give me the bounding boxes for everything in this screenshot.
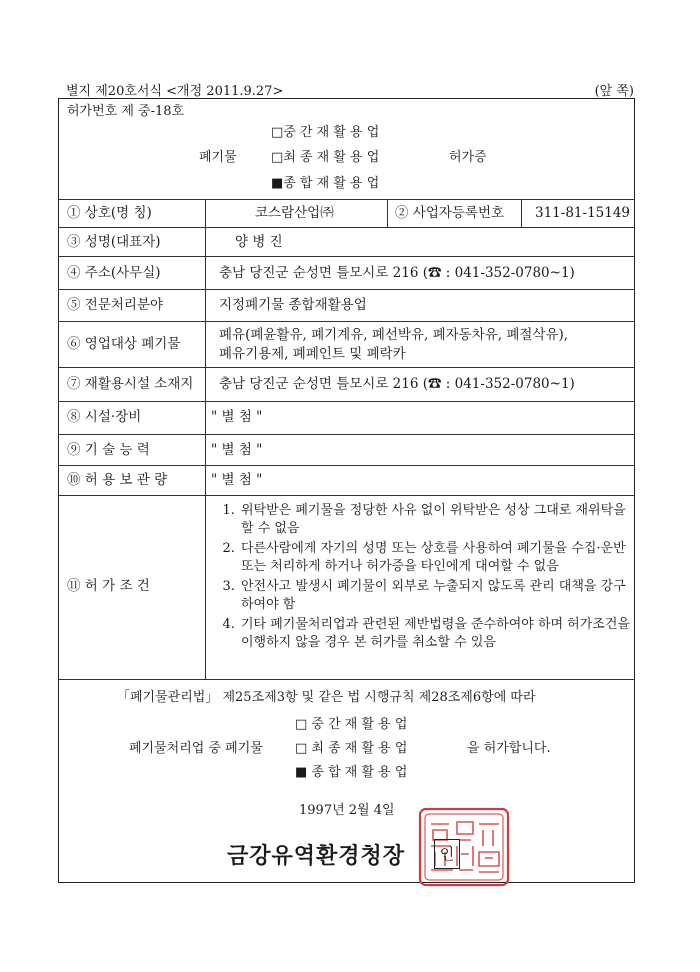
bizno-value: 311-81-15149	[535, 205, 631, 221]
facility-addr-label: ⑦ 재활용시설 소재지	[67, 376, 194, 392]
equipment-label: ⑧ 시설·장비	[67, 409, 142, 425]
bizno-label: ② 사업자등록번호	[395, 205, 505, 221]
footer-option-comprehensive: ■ 종 합 재 활 용 업	[295, 765, 408, 780]
waste-value-line1: 폐유(폐윤활유, 폐기계유, 폐선박유, 폐자동차유, 폐절삭유),	[219, 327, 569, 343]
facility-addr-value: 충남 당진군 순성면 틀모시로 216 (☎ : 041-352-0780~1)	[219, 376, 575, 392]
addr-label: ④ 주소(사무실)	[67, 265, 161, 281]
field-label: ⑤ 전문처리분야	[67, 297, 164, 313]
skill-label: ⑨ 기 술 능 력	[67, 442, 150, 458]
addr-value: 충남 당진군 순성면 틀모시로 216 (☎ : 041-352-0780~1)	[219, 265, 575, 281]
capacity-label: ⑩ 허 용 보 관 량	[67, 472, 168, 488]
rep-value: 양 병 진	[235, 234, 283, 250]
page-side: (앞 쪽)	[594, 84, 634, 99]
condition-item: 1. 위탁받은 폐기물을 정당한 사유 없이 위탁받은 성상 그대로 재위탁을 할 수 없음	[239, 502, 633, 538]
permit-type-suffix: 허가증	[449, 150, 487, 165]
conditions-list	[217, 502, 633, 654]
form-number: 별지 제20호서식 <개정 2011.9.27>	[66, 84, 284, 99]
permit-option-comprehensive: ■종 합 재 활 용 업	[271, 176, 380, 191]
conditions-label: ⑪ 허 가 조 건	[67, 578, 150, 594]
footer-prefix: 폐기물처리업 중 폐기물	[129, 741, 263, 756]
equipment-value: " 별 첨 "	[211, 409, 263, 425]
seal-mark: 인	[434, 839, 460, 869]
permit-option-intermediate: □중 간 재 활 용 업	[271, 125, 380, 140]
footer-option-final: □ 최 종 재 활 용 업	[295, 741, 408, 756]
legal-basis: 「폐기물관리법」 제25조제3항 및 같은 법 시행규칙 제28조제6항에 따라	[117, 690, 536, 705]
condition-item: 4. 기타 폐기물처리업과 관련된 제반법령을 준수하여야 하며 허가조건을 이행하지 않을 경우 본 허가를 취소할 수 있음	[239, 616, 633, 652]
permit-number: 허가번호 제 중-18호	[67, 104, 185, 119]
issuing-authority: 금강유역환경청장	[227, 844, 406, 869]
rep-label: ③ 성명(대표자)	[67, 234, 161, 250]
footer-suffix: 을 허가합니다.	[467, 741, 551, 756]
waste-label: ⑥ 영업대상 폐기물	[67, 336, 181, 352]
waste-value-line2: 폐유기용제, 폐페인트 및 폐락카	[219, 346, 406, 362]
capacity-value: " 별 첨 "	[211, 472, 263, 488]
issue-date: 1997년 2월 4일	[299, 803, 395, 818]
condition-item: 3. 안전사고 발생시 폐기물이 외부로 누출되지 않도록 관리 대책을 강구하여야 함	[239, 578, 633, 614]
company-label: ① 상호(명 칭)	[67, 205, 152, 221]
permit-option-final: □최 종 재 활 용 업	[271, 150, 380, 165]
condition-item: 2. 다른사람에게 자기의 성명 또는 상호를 사용하여 폐기물을 수집·운반 또는 처리하게 하거나 허가증을 타인에게 대여할 수 없음	[239, 540, 633, 576]
permit-form	[58, 98, 635, 883]
permit-type-prefix: 폐기물	[199, 150, 237, 165]
field-value: 지정폐기물 종합재활용업	[219, 297, 367, 313]
skill-value: " 별 첨 "	[211, 442, 263, 458]
official-seal	[417, 806, 511, 888]
company-value: 코스람산업㈜	[255, 205, 334, 221]
footer-option-intermediate: □ 중 간 재 활 용 업	[295, 717, 408, 732]
